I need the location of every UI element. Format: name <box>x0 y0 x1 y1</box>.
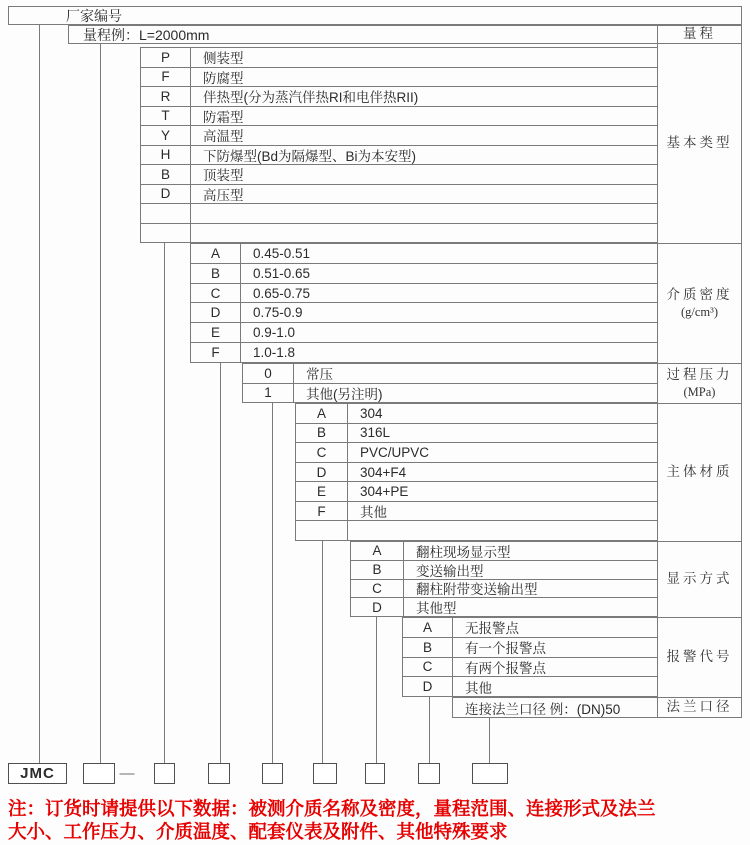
factory-code-box <box>8 6 742 25</box>
description-cell: 其他型 <box>416 601 457 616</box>
table-row <box>191 323 657 343</box>
table-row <box>191 264 657 284</box>
description-cell: 翻柱附带变送输出型 <box>416 582 538 598</box>
code-box-density <box>208 763 230 784</box>
label-flange-size: 法兰口径 <box>666 699 733 715</box>
code-cell <box>141 204 191 223</box>
range-example-row <box>68 25 657 44</box>
description-cell <box>191 204 657 223</box>
label-basic-type: 基本类型 <box>658 44 741 244</box>
description-cell: 其他 <box>360 505 387 521</box>
table-row <box>141 224 657 244</box>
description-cell: 其他 <box>465 680 492 696</box>
code-box-pressure <box>262 763 283 784</box>
table-row <box>296 463 657 483</box>
body-material-table <box>295 403 657 541</box>
code-cell: B <box>296 424 348 443</box>
description-cell: 0.51-0.65 <box>253 265 311 281</box>
table-row <box>141 185 657 205</box>
code-cell: C <box>296 443 348 462</box>
table-row <box>403 638 657 658</box>
description-cell: 304+F4 <box>360 464 407 480</box>
medium-density-table <box>190 243 657 363</box>
table-row <box>296 443 657 463</box>
table-row <box>141 126 657 146</box>
connector-line <box>376 617 377 763</box>
flange-size-text: 连接法兰口径 例：(DN)50 <box>465 701 621 717</box>
dash-separator: — <box>119 765 135 782</box>
display-mode-table <box>350 541 657 617</box>
code-cell: F <box>191 343 241 362</box>
description-cell: 0.65-0.75 <box>253 285 311 301</box>
code-cell: D <box>403 677 453 696</box>
code-cell: 1 <box>243 384 294 403</box>
code-cell: A <box>296 404 348 423</box>
label-body-material: 主体材质 <box>658 404 741 542</box>
connector-line <box>220 363 221 763</box>
code-cell: C <box>191 284 241 303</box>
table-row <box>141 48 657 68</box>
table-row <box>191 244 657 264</box>
code-cell: P <box>141 48 191 67</box>
connector-line <box>272 403 273 763</box>
description-cell <box>191 224 657 243</box>
label-alarm-code: 报警代号 <box>658 618 741 698</box>
process-pressure-table <box>242 363 657 403</box>
table-row <box>403 677 657 697</box>
description-cell: 1.0-1.8 <box>253 345 296 361</box>
code-cell: A <box>351 542 404 560</box>
label-process-pressure: 过程压力 (MPa) <box>658 364 741 404</box>
description-cell: 常压 <box>306 367 333 383</box>
connector-line <box>100 43 101 763</box>
description-cell: 防霜型 <box>203 109 244 125</box>
description-cell: PVC/UPVC <box>360 444 430 460</box>
description-cell: 高压型 <box>203 187 244 203</box>
code-cell: B <box>351 561 404 579</box>
code-box-alarm <box>418 763 440 784</box>
order-note-line2: 大小、工作压力、介质温度、配套仪表及附件、其他特殊要求 <box>8 821 508 842</box>
connector-line <box>489 717 490 763</box>
code-cell <box>296 521 348 540</box>
table-row <box>403 658 657 678</box>
code-box-flange <box>472 763 508 784</box>
factory-code-label: 厂家编号 <box>66 7 122 24</box>
code-cell: C <box>403 658 453 677</box>
code-cell: D <box>191 303 241 322</box>
description-cell: 有一个报警点 <box>465 641 546 657</box>
code-cell: R <box>141 87 191 106</box>
description-cell <box>348 521 657 540</box>
description-cell: 伴热型(分为蒸汽伴热RI和电伴热RII) <box>203 90 419 106</box>
model-prefix-box: JMC <box>8 763 67 784</box>
code-box-range <box>83 763 115 784</box>
table-row <box>296 424 657 444</box>
table-row <box>296 502 657 522</box>
code-cell: A <box>191 244 241 263</box>
code-box-material <box>313 763 337 784</box>
code-cell: E <box>296 482 348 501</box>
connector-line <box>322 541 323 763</box>
table-row <box>141 107 657 127</box>
alarm-code-table <box>402 617 657 697</box>
category-label-column <box>657 25 742 718</box>
description-cell: 304+PE <box>360 484 409 500</box>
table-row <box>403 618 657 638</box>
label-medium-density: 介质密度 (g/cm³) <box>658 244 741 364</box>
description-cell: 翻柱现场显示型 <box>416 544 511 560</box>
description-cell: 高温型 <box>203 129 244 145</box>
table-row <box>351 580 657 599</box>
order-note <box>8 797 748 843</box>
order-note-line1: 注：订货时请提供以下数据：被测介质名称及密度，量程范围、连接形式及法兰 <box>8 798 656 819</box>
flange-size-row <box>452 697 657 718</box>
table-row <box>351 542 657 561</box>
table-row <box>296 404 657 424</box>
description-cell: 有两个报警点 <box>465 660 546 676</box>
code-cell: B <box>141 165 191 184</box>
code-box-display <box>365 763 385 784</box>
code-cell: A <box>403 618 453 637</box>
code-cell: B <box>191 264 241 283</box>
table-row <box>191 343 657 363</box>
code-cell: T <box>141 107 191 126</box>
label-range: 量程 <box>658 26 741 44</box>
description-cell: 0.9-1.0 <box>253 325 296 341</box>
table-row <box>351 598 657 617</box>
table-row <box>296 521 657 541</box>
code-cell: C <box>351 580 404 598</box>
description-cell: 无报警点 <box>465 621 519 637</box>
description-cell: 侧装型 <box>203 51 244 67</box>
table-row <box>141 165 657 185</box>
range-example-text: 量程例：L=2000mm <box>83 26 210 43</box>
code-cell: E <box>191 323 241 342</box>
connector-line <box>39 24 40 763</box>
label-display-mode: 显示方式 <box>658 542 741 618</box>
table-row <box>141 68 657 88</box>
table-row <box>191 303 657 323</box>
description-cell: 0.45-0.51 <box>253 245 311 261</box>
description-cell: 316L <box>360 425 391 441</box>
code-cell: F <box>141 68 191 87</box>
table-row <box>243 364 657 384</box>
description-cell: 304 <box>360 405 383 421</box>
code-cell: D <box>296 463 348 482</box>
table-row <box>141 204 657 224</box>
description-cell: 0.75-0.9 <box>253 305 303 321</box>
description-cell: 防腐型 <box>203 70 244 86</box>
table-row <box>296 482 657 502</box>
code-cell: B <box>403 638 453 657</box>
description-cell: 顶装型 <box>203 168 244 184</box>
connector-line <box>429 697 430 763</box>
description-cell: 变送输出型 <box>416 563 484 579</box>
basic-type-table <box>140 47 657 243</box>
code-box-basic-type <box>154 763 175 784</box>
code-cell <box>141 224 191 243</box>
description-cell: 下防爆型(Bd为隔爆型、Bi为本安型) <box>203 148 417 164</box>
table-row <box>351 561 657 580</box>
code-cell: 0 <box>243 364 294 383</box>
connector-line <box>164 243 165 763</box>
code-cell: H <box>141 146 191 165</box>
table-row <box>243 384 657 404</box>
table-row <box>141 87 657 107</box>
code-cell: D <box>351 598 404 616</box>
code-cell: F <box>296 502 348 521</box>
table-row <box>141 146 657 166</box>
code-cell: Y <box>141 126 191 145</box>
table-row <box>191 284 657 304</box>
code-cell: D <box>141 185 191 204</box>
description-cell: 其他(另注明) <box>306 386 383 402</box>
